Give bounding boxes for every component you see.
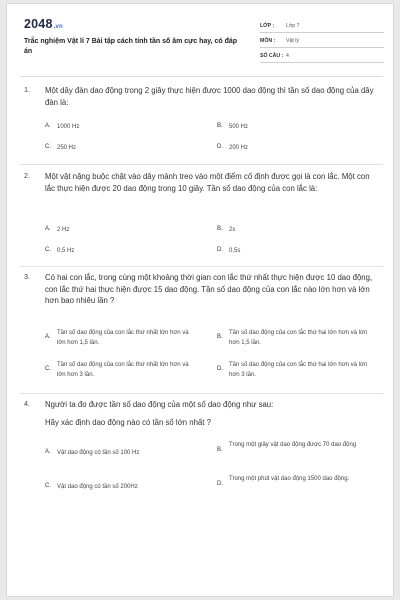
option-text: 200 Hz [229, 145, 249, 151]
option-text: Vật dao động có tần số 100 Hz [57, 450, 140, 456]
site-logo[interactable] [24, 17, 63, 31]
option-text: 250 Hz [57, 145, 77, 151]
option-text: Tần số dao động của con lắc thứ hai lớn hơn và lớn hơn 3 lần. [229, 362, 368, 378]
option-letter: C. [45, 483, 51, 489]
question-subtext: Hãy xác định dao động nào có tần số lớn nhất ? [45, 418, 211, 427]
question-3 [24, 272, 384, 388]
question-number: 1. [24, 85, 30, 94]
option-letter: B. [217, 447, 223, 453]
question-text: Một dây đàn dao động trong 2 giây thực hiện được 1000 dao động thì tần số dao động của dây đàn là: [45, 86, 374, 107]
meta-value: 4 [286, 53, 289, 59]
option-letter: A. [45, 123, 51, 129]
question-text: Có hai con lắc, trong cùng một khoảng thời gian con lắc thứ nhất thực hiện được 10 dao động, con lắc thứ hai thực hiện được 15 dao động. Tần số dao động của con lắc nào lớn hơn và lớn hơn bao nhiêu lần ? [45, 273, 373, 305]
option-text: 2 Hz [57, 227, 70, 233]
meta-row-class [260, 20, 384, 33]
question-1 [24, 85, 384, 165]
option-letter: A. [45, 449, 51, 455]
option-text: 0,5 Hz [57, 248, 75, 254]
question-text: Một vật nặng buộc chặt vào dây mảnh treo vào một điểm cố định được gọi là con lắc. Một con lắc thực hiện được 20 dao động trong 10 giây. Tần số dao động của con lắc là: [45, 172, 370, 193]
option-text: Trong một phút vật dao động 1500 dao động. [229, 476, 350, 482]
worksheet-title: Trắc nghiệm Vật lí 7 Bài tập cách tính tần số âm cực hay, có đáp án [24, 38, 238, 55]
option-letter: A. [45, 226, 51, 232]
worksheet-meta [260, 20, 384, 65]
option-letter: C. [45, 247, 51, 253]
option-text: Tần số dao động của con lắc thứ hai lớn hơn và lớn hơn 1,5 lần. [229, 330, 368, 346]
question-number: 3. [24, 272, 30, 281]
question-4 [24, 399, 384, 509]
logo-suffix: .vn [53, 24, 63, 30]
option-letter: D. [217, 144, 223, 150]
option-letter: D. [217, 247, 223, 253]
worksheet-page [6, 3, 394, 597]
question-number: 2. [24, 171, 30, 180]
option-text: 2s [229, 227, 236, 233]
meta-label: SỐ CÂU : [260, 53, 284, 59]
meta-value: Vật lý [286, 38, 299, 44]
worksheet-header [24, 17, 384, 67]
question-divider [19, 393, 383, 394]
meta-label: LỚP : [260, 23, 275, 29]
meta-label: MÔN : [260, 38, 276, 44]
option-letter: C. [45, 144, 51, 150]
option-text: 0,5s [229, 248, 241, 254]
meta-row-subject [260, 35, 384, 48]
option-text: Vật dao động có tần số 200Hz [57, 484, 138, 490]
option-text: Trong một giây vật dao động được 70 dao động [229, 442, 357, 448]
option-text: 1000 Hz [57, 124, 80, 130]
question-divider [19, 164, 383, 165]
option-letter: B. [217, 334, 223, 340]
option-text: 500 Hz [229, 124, 249, 130]
option-letter: A. [45, 334, 51, 340]
logo-main: 2048 [24, 17, 53, 31]
option-letter: B. [217, 123, 223, 129]
option-letter: D. [217, 366, 223, 372]
question-2 [24, 171, 384, 259]
option-letter: D. [217, 481, 223, 487]
option-letter: C. [45, 366, 51, 372]
header-divider [19, 76, 383, 77]
question-text: Người ta đo được tần số dao động của một số dao động như sau: [45, 400, 274, 409]
question-number: 4. [24, 399, 30, 408]
question-divider [19, 266, 383, 267]
option-letter: B. [217, 226, 223, 232]
option-text: Tần số dao động của con lắc thứ nhất lớn hơn và lớn hơn 3 lần. [57, 362, 189, 378]
option-text: Tần số dao động của con lắc thứ nhất lớn hơn và lớn hơn 1,5 lần. [57, 330, 189, 346]
meta-value: Lớp 7 [286, 23, 300, 29]
meta-row-count [260, 50, 384, 63]
